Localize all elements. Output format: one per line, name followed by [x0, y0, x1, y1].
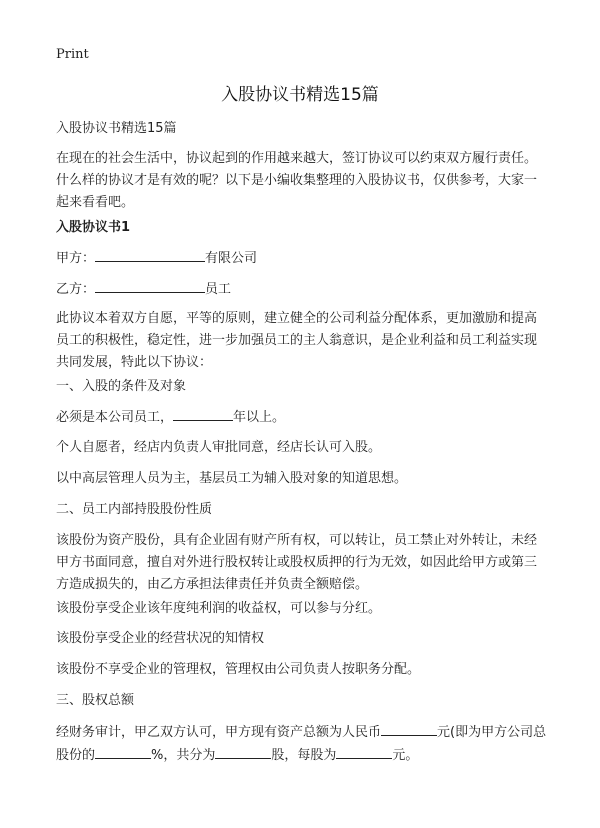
- section-2-paragraph-4: 该股份不享受企业的管理权，管理权由公司负责人按职务分配。: [56, 662, 421, 677]
- print-link[interactable]: Print: [56, 47, 89, 62]
- clause-1-pre: 必须是本公司员工，: [56, 410, 174, 425]
- section-3-text-2: 元(即为甲方公司总股份的: [56, 725, 547, 763]
- section-3-text-4: 股，每股为: [271, 748, 337, 763]
- party-b-blank: [95, 278, 205, 293]
- section-3-text-5: 元。: [392, 748, 419, 763]
- heading-3: 三、股权总额: [56, 693, 135, 708]
- section-2-paragraph-1: 该股份为资产股份，具有企业固有财产所有权，可以转让，员工禁止对外转让，未经甲方书面同意，擅自对外进行股权转让或股权质押的行为无效，如因此给甲方或第三方造成损失的，由乙方承担法律责任并负责全额赔偿。: [56, 533, 538, 592]
- section-2-paragraph-3: 该股份享受企业的经营状况的知情权: [56, 631, 265, 646]
- clause-3: 以中高层管理人员为主，基层员工为辅入股对象的知道思想。: [56, 471, 408, 486]
- party-a-blank: [95, 247, 205, 262]
- party-a-suffix: 有限公司: [205, 251, 258, 266]
- clause-2: 个人自愿者，经店内负责人审批同意，经店长认可入股。: [56, 440, 382, 455]
- preamble-paragraph: 此协议本着双方自愿，平等的原则，建立健全的公司利益分配体系，更加激励和提高员工的积极性，稳定性，进一步加强员工的主人翁意识，是企业利益和员工利益实现共同发展，特此以下协议：: [56, 311, 538, 370]
- section-2-paragraph-2: 该股份享受企业该年度纯利润的收益权，可以参与分红。: [56, 601, 382, 616]
- clause-1-blank: [173, 406, 233, 421]
- section-3-paragraph: [56, 721, 548, 767]
- section-3-text-3: %，共分为: [151, 748, 216, 763]
- heading-2: 二、员工内部持股股份性质: [56, 502, 213, 517]
- heading-1: 一、入股的条件及对象: [56, 379, 187, 394]
- share-count-blank: [215, 744, 271, 759]
- clause-1: [56, 406, 548, 429]
- section-title: 入股协议书1: [56, 220, 131, 235]
- share-percent-blank: [95, 744, 151, 759]
- clause-1-post: 年以上。: [233, 410, 286, 425]
- party-b-suffix: 员工: [205, 282, 232, 297]
- total-assets-blank: [381, 721, 437, 736]
- subtitle: 入股协议书精选15篇: [56, 121, 177, 136]
- section-3-text-1: 经财务审计，甲乙双方认可，甲方现有资产总额为人民币: [56, 725, 382, 740]
- intro-paragraph: 在现在的社会生活中，协议起到的作用越来越大，签订协议可以约束双方履行责任。什么样的协议才是有效的呢？以下是小编收集整理的入股协议书，仅供参考，大家一起来看看吧。: [56, 151, 538, 210]
- share-price-blank: [336, 744, 392, 759]
- party-a-label: 甲方：: [56, 251, 96, 266]
- document-title: 入股协议书精选15篇: [221, 85, 379, 105]
- party-a-line: [56, 247, 548, 270]
- party-b-label: 乙方：: [56, 282, 96, 297]
- party-b-line: [56, 278, 548, 301]
